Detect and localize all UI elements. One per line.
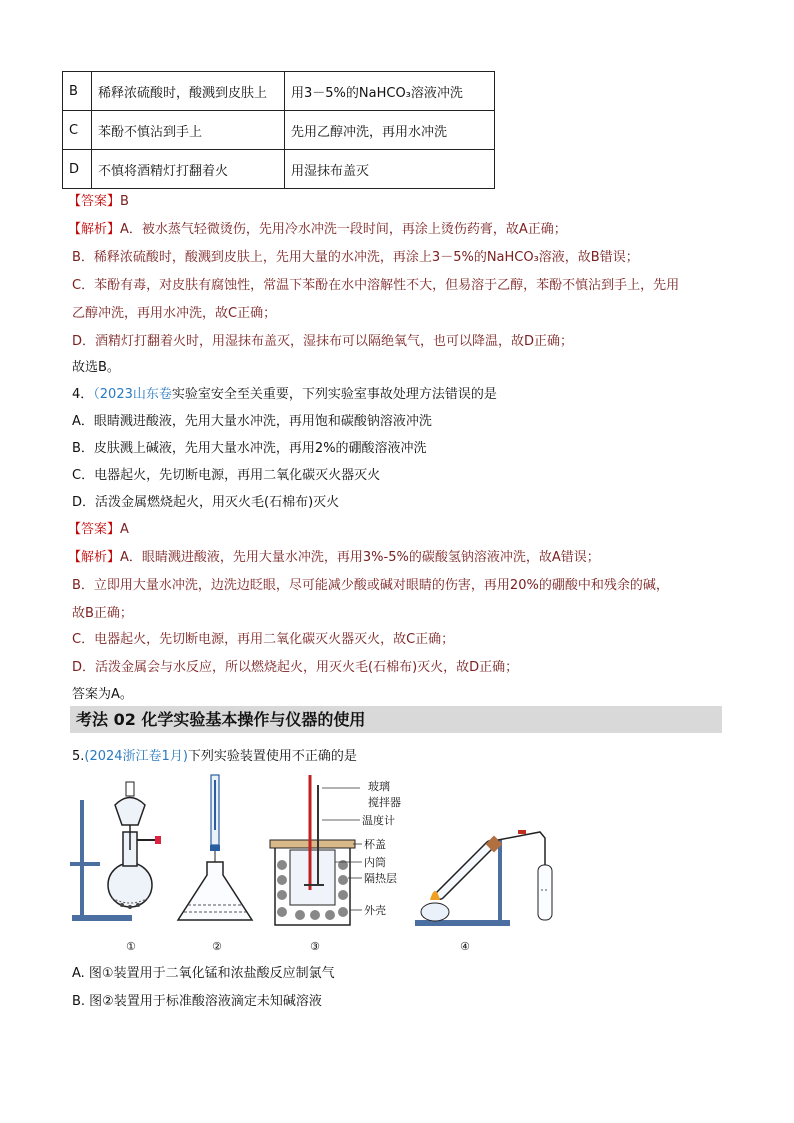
q5-option: A. 图①装置用于二氧化锰和浓盐酸反应制氯气 <box>72 966 335 981</box>
q4-analysis-line: D．活泼金属会与水反应，所以燃烧起火，用灭火毛(石棉布)灭火，故D正确； <box>72 660 519 675</box>
table-row <box>63 111 495 150</box>
q3-analysis-line: 乙醇冲洗，再用水冲洗，故C正确； <box>72 306 277 321</box>
question-stem: 实验室安全至关重要，下列实验室事故处理方法错误的是 <box>171 387 497 402</box>
question-source: （2023山东卷 <box>93 387 172 402</box>
label-outer-shell: 外壳 <box>364 904 386 917</box>
figure-label: ② <box>212 940 222 953</box>
row-letter: C <box>63 111 92 150</box>
figure-label: ③ <box>310 940 320 953</box>
apparatus-1-icon <box>70 782 161 921</box>
q4-option: C．电器起火，先切断电源，再用二氧化碳灭火器灭火 <box>72 468 381 483</box>
q5-stem <box>72 745 357 764</box>
question-number: 4． <box>72 387 94 402</box>
apparatus-4-icon <box>415 830 552 926</box>
label-inner-cylinder: 内筒 <box>364 856 386 869</box>
answer-value: B <box>120 194 129 209</box>
question-number: 5. <box>72 749 85 764</box>
q4-conclusion: 答案为A。 <box>72 687 133 702</box>
row-method: 用3－5%的NaHCO₃溶液冲洗 <box>285 72 495 111</box>
analysis-text: A．被水蒸气轻微烫伤，先用冷水冲洗一段时间，再涂上烫伤药膏，故A正确； <box>120 222 567 237</box>
apparatus-figure <box>60 770 560 960</box>
q5-option: B. 图②装置用于标准酸溶液滴定未知碱溶液 <box>72 994 322 1009</box>
q3-analysis-line: C．苯酚有毒，对皮肤有腐蚀性，常温下苯酚在水中溶解性不大，但易溶于乙醇，苯酚不慎沾到手上，先用 <box>72 278 680 293</box>
figure-label: ① <box>126 940 136 953</box>
q4-option: B．皮肤溅上碱液，先用大量水冲洗，再用2%的硼酸溶液冲洗 <box>72 441 427 456</box>
section-heading: 考法 02 化学实验基本操作与仪器的使用 <box>70 706 722 733</box>
q4-analysis-line: 故B正确； <box>72 606 133 621</box>
q4-option: D．活泼金属燃烧起火，用灭火毛(石棉布)灭火 <box>72 495 340 510</box>
q3-analysis-line: B．稀释浓硫酸时，酸溅到皮肤上，先用大量的水冲洗，再涂上3－5%的NaHCO₃溶液，故B错误； <box>72 250 639 265</box>
apparatus-3-icon <box>270 775 401 925</box>
label-thermometer: 温度计 <box>362 814 395 827</box>
answer-tag: 【答案】 <box>68 194 121 209</box>
row-event: 不慎将酒精灯打翻着火 <box>92 150 285 189</box>
row-event: 稀释浓硫酸时，酸溅到皮肤上 <box>92 72 285 111</box>
q4-analysis-line <box>68 546 600 565</box>
q3-analysis-line <box>68 218 567 237</box>
analysis-tag: 【解析】 <box>68 222 121 237</box>
analysis-tag: 【解析】 <box>68 550 121 565</box>
row-method: 先用乙醇冲洗，再用水冲洗 <box>285 111 495 150</box>
q4-analysis-line: B．立即用大量水冲洗，边洗边眨眼，尽可能减少酸或碱对眼睛的伤害，再用20%的硼酸中和残余的碱， <box>72 578 669 593</box>
row-event: 苯酚不慎沾到手上 <box>92 111 285 150</box>
q4-analysis-line: C．电器起火，先切断电源，再用二氧化碳灭火器灭火，故C正确； <box>72 632 455 647</box>
q4-option: A．眼睛溅进酸液，先用大量水冲洗，再用饱和碳酸钠溶液冲洗 <box>72 414 432 429</box>
table-row <box>63 150 495 189</box>
q3-conclusion: 故选B。 <box>72 360 120 375</box>
q4-stem <box>72 383 497 402</box>
label-insulation: 隔热层 <box>364 872 397 885</box>
q4-answer <box>68 518 129 537</box>
q3-analysis-line: D．酒精灯打翻着火时，用湿抹布盖灭，湿抹布可以隔绝氧气，也可以降温，故D正确； <box>72 334 574 349</box>
label-lid: 杯盖 <box>364 838 386 851</box>
label-glass: 玻璃 <box>368 780 390 793</box>
question-stem: 下列实验装置使用不正确的是 <box>187 749 357 764</box>
table-row <box>63 72 495 111</box>
row-method: 用湿抹布盖灭 <box>285 150 495 189</box>
answer-tag: 【答案】 <box>68 522 121 537</box>
options-table <box>62 71 495 189</box>
row-letter: D <box>63 150 92 189</box>
label-stirrer: 搅拌器 <box>368 796 401 809</box>
figure-label: ④ <box>460 940 470 953</box>
q3-answer <box>68 190 129 209</box>
answer-value: A <box>120 522 129 537</box>
analysis-text: A．眼睛溅进酸液，先用大量水冲洗，再用3%-5%的碳酸氢钠溶液冲洗，故A错误； <box>120 550 600 565</box>
row-letter: B <box>63 72 92 111</box>
question-source: (2024浙江卷1月) <box>84 749 188 764</box>
apparatus-2-icon <box>178 775 252 920</box>
